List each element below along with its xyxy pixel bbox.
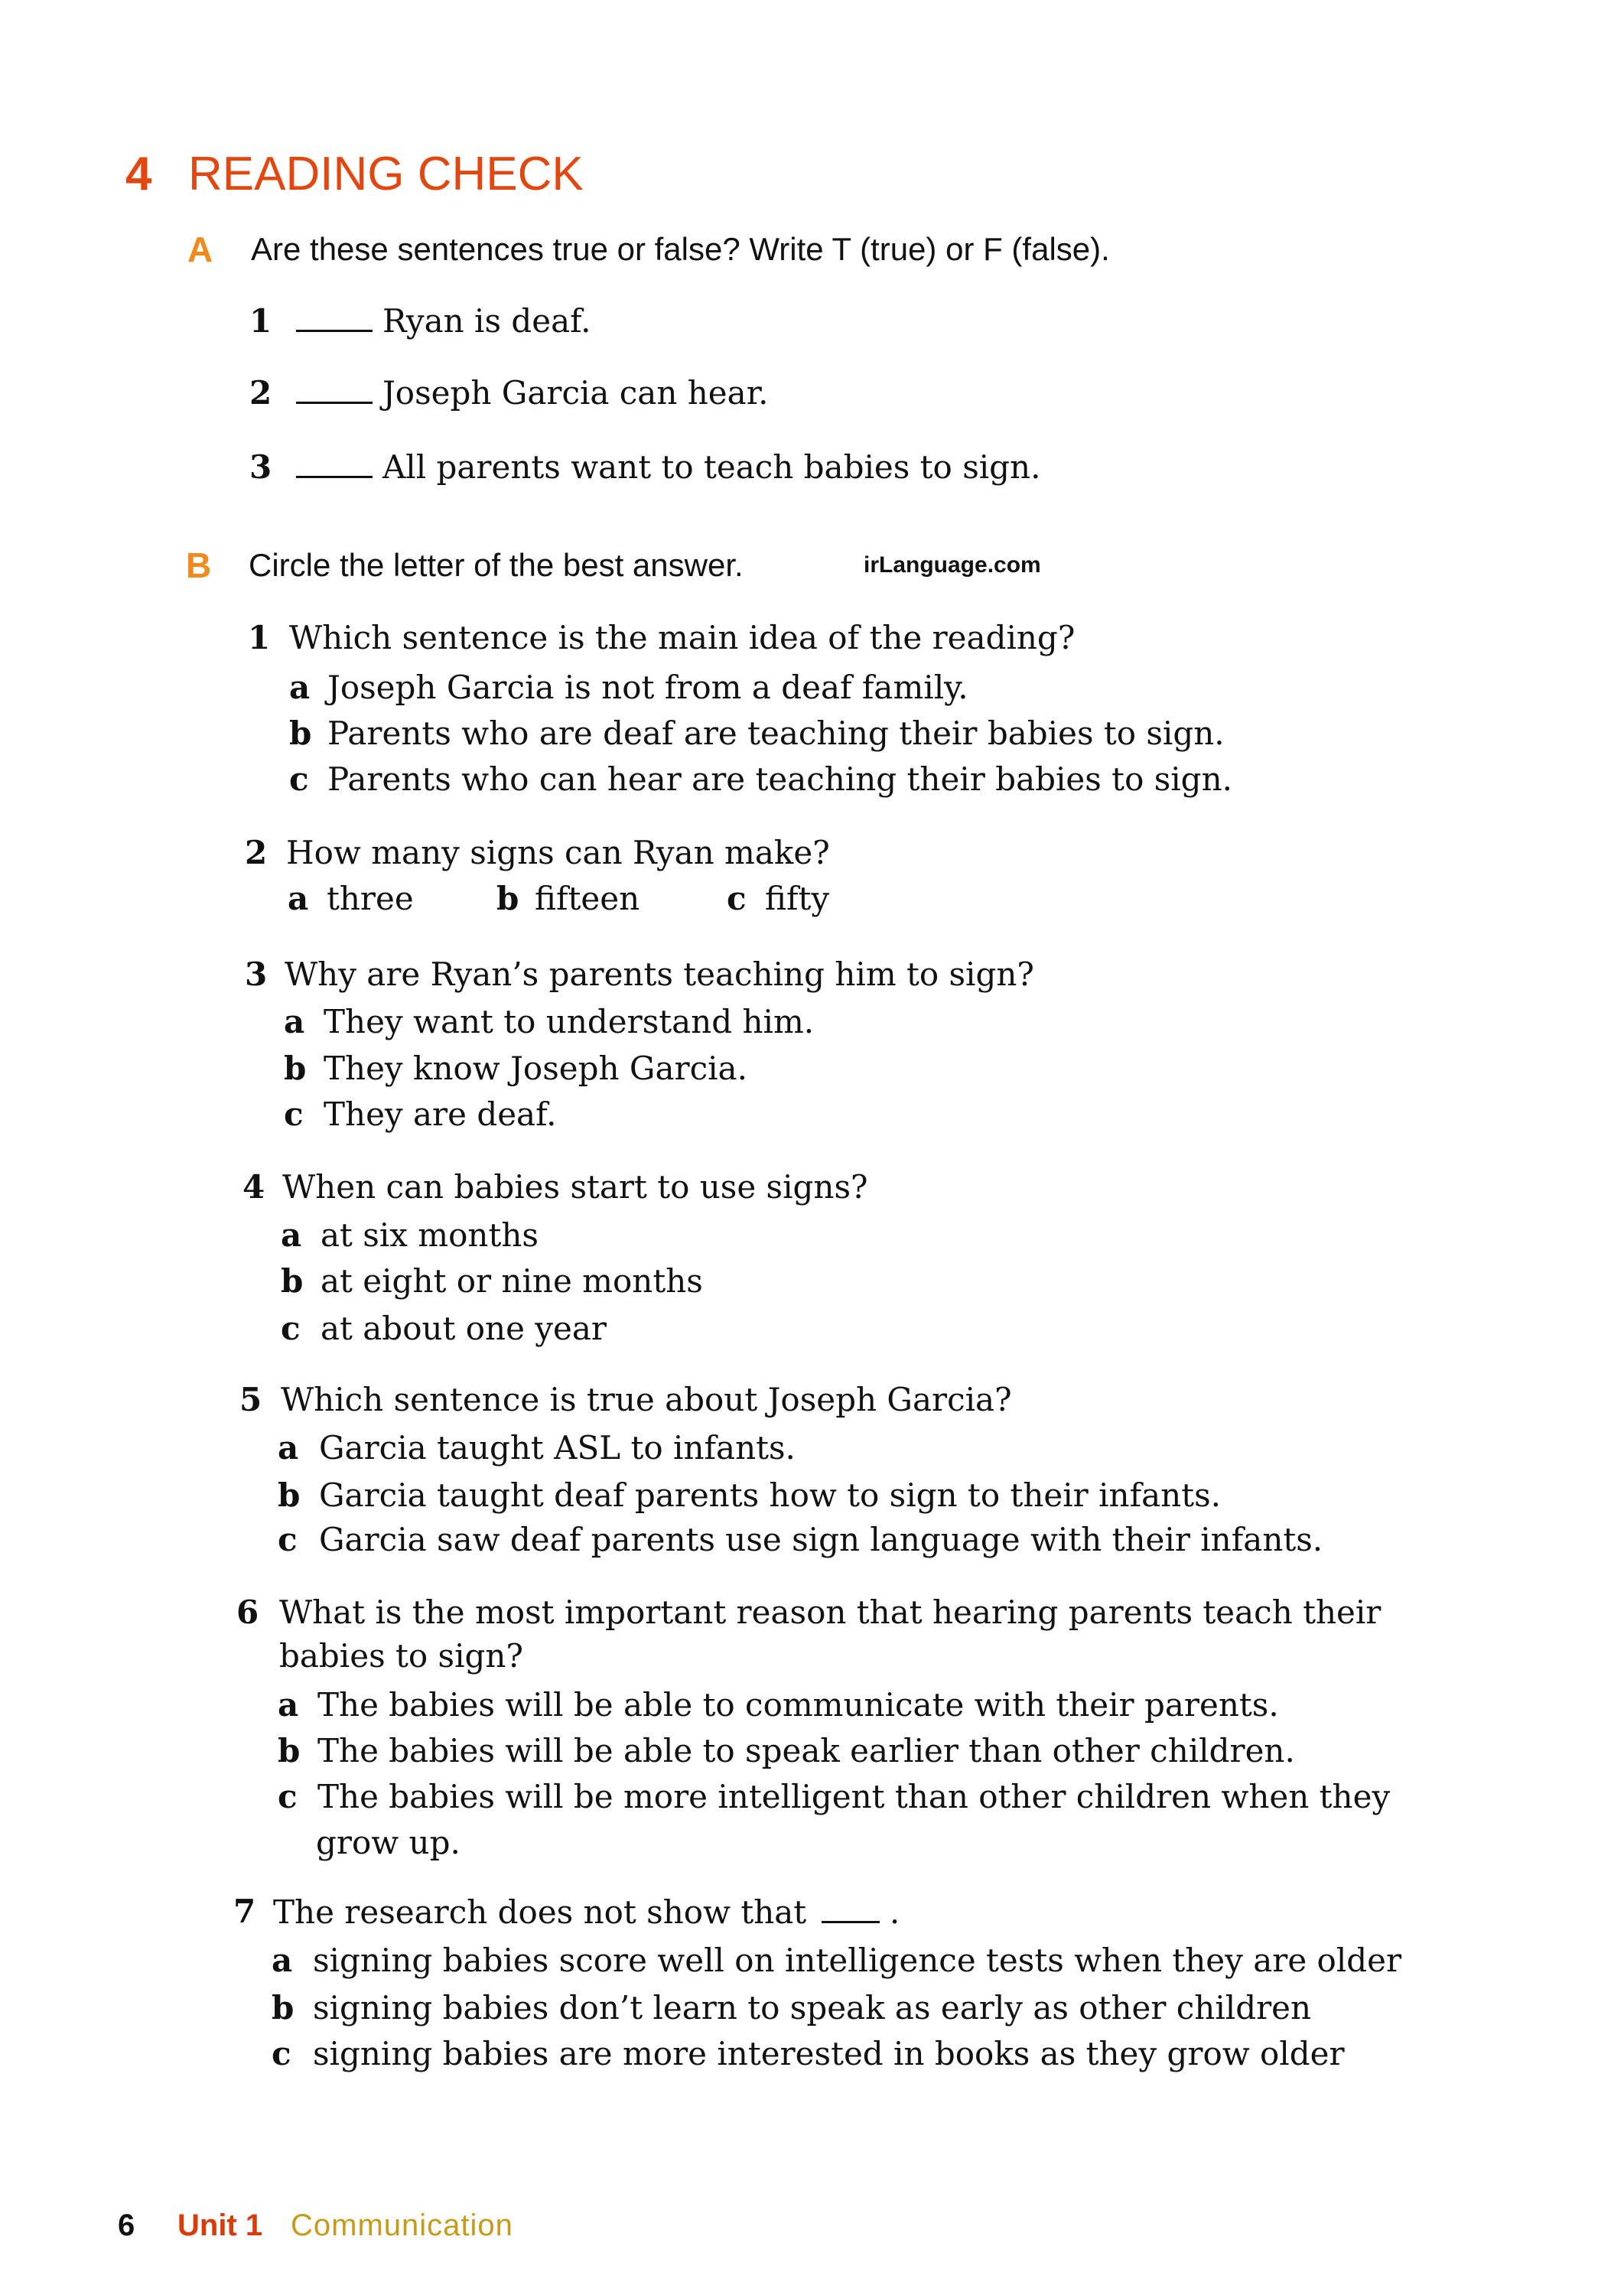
question-number: 4 bbox=[242, 1168, 265, 1206]
question-number: 3 bbox=[245, 955, 268, 993]
option-letter[interactable]: b bbox=[278, 1732, 301, 1769]
part-a-letter: A bbox=[187, 230, 213, 269]
part-b-instruction: Circle the letter of the best answer. bbox=[249, 547, 744, 583]
option-text: signing babies don’t learn to speak as early as other children bbox=[313, 1989, 1312, 2026]
option-text: Parents who can hear are teaching their babies to sign. bbox=[327, 760, 1232, 798]
option-letter[interactable]: c bbox=[281, 1310, 301, 1347]
question-text: The research does not show that bbox=[273, 1893, 807, 1931]
question-text: When can babies start to use signs? bbox=[282, 1168, 868, 1206]
unit-label: Unit 1 bbox=[177, 2209, 263, 2242]
option-letter[interactable]: c bbox=[284, 1095, 304, 1133]
answer-blank bbox=[822, 1890, 880, 1923]
option-text: fifty bbox=[765, 880, 830, 917]
option-text: at six months bbox=[321, 1216, 539, 1254]
question-text: Why are Ryan’s parents teaching him to sign? bbox=[285, 955, 1034, 993]
unit-title: Communication bbox=[291, 2209, 513, 2242]
option-text: fifteen bbox=[535, 880, 640, 917]
option-letter[interactable]: c bbox=[289, 760, 309, 798]
question-number: 6 bbox=[236, 1593, 259, 1631]
option-letter[interactable]: b bbox=[278, 1476, 301, 1514]
part-a-instruction: Are these sentences true or false? Write T (true) or F (false). bbox=[251, 231, 1110, 267]
option-text: They know Joseph Garcia. bbox=[324, 1050, 747, 1087]
option-text: signing babies score well on intelligence tests when they are older bbox=[313, 1942, 1402, 1979]
question-text-continued: babies to sign? bbox=[279, 1637, 523, 1675]
question-number: 5 bbox=[239, 1381, 262, 1418]
question-number: 7 bbox=[233, 1893, 256, 1930]
option-text: at eight or nine months bbox=[321, 1262, 703, 1300]
item-number: 3 bbox=[249, 448, 272, 486]
option-letter[interactable]: a bbox=[272, 1942, 293, 1979]
option-text: three bbox=[327, 880, 414, 917]
answer-blank[interactable] bbox=[296, 445, 373, 478]
option-letter[interactable]: a bbox=[284, 1003, 305, 1040]
item-text: Joseph Garcia can hear. bbox=[382, 374, 769, 412]
option-letter[interactable]: a bbox=[278, 1686, 299, 1724]
question-text-end: . bbox=[889, 1893, 900, 1931]
answer-blank[interactable] bbox=[296, 299, 373, 332]
part-b-letter: B bbox=[186, 545, 212, 585]
option-letter[interactable]: b bbox=[284, 1050, 307, 1087]
option-text: The babies will be able to speak earlier than other children. bbox=[317, 1732, 1295, 1769]
question-text: How many signs can Ryan make? bbox=[286, 834, 830, 871]
tf-item-3 bbox=[249, 445, 1040, 489]
option-letter[interactable]: b bbox=[289, 715, 312, 752]
page-number: 6 bbox=[118, 2209, 135, 2242]
option-letter[interactable]: a bbox=[281, 1216, 302, 1254]
question-text: Which sentence is true about Joseph Garcia? bbox=[281, 1381, 1012, 1418]
option-letter[interactable]: c bbox=[278, 1521, 298, 1558]
question-7-line bbox=[273, 1890, 900, 1934]
option-text: They want to understand him. bbox=[324, 1003, 815, 1040]
option-text: at about one year bbox=[321, 1310, 607, 1347]
item-number: 1 bbox=[249, 302, 272, 340]
option-letter[interactable]: b bbox=[281, 1262, 304, 1300]
section-title: READING CHECK bbox=[188, 148, 584, 200]
item-text: All parents want to teach babies to sign. bbox=[382, 448, 1041, 486]
question-number: 1 bbox=[248, 619, 271, 656]
option-letter[interactable]: a bbox=[278, 1429, 299, 1467]
answer-blank[interactable] bbox=[296, 371, 373, 404]
option-letter[interactable]: b bbox=[496, 880, 519, 917]
option-text: Joseph Garcia is not from a deaf family. bbox=[327, 669, 968, 706]
option-text: Garcia taught deaf parents how to sign to their infants. bbox=[319, 1476, 1221, 1514]
question-text: Which sentence is the main idea of the reading? bbox=[289, 619, 1076, 656]
option-text: signing babies are more interested in books as they grow older bbox=[313, 2035, 1345, 2072]
option-letter[interactable]: b bbox=[272, 1989, 295, 2026]
option-text: Parents who are deaf are teaching their babies to sign. bbox=[327, 715, 1225, 752]
watermark: irLanguage.com bbox=[864, 552, 1041, 578]
option-text-continued: grow up. bbox=[316, 1824, 461, 1861]
option-letter[interactable]: a bbox=[289, 669, 311, 706]
tf-item-2 bbox=[249, 371, 769, 415]
item-number: 2 bbox=[249, 374, 272, 412]
option-letter[interactable]: c bbox=[272, 2035, 291, 2072]
question-text: What is the most important reason that hearing parents teach their bbox=[279, 1593, 1382, 1631]
option-text: The babies will be more intelligent than other children when they bbox=[317, 1778, 1391, 1815]
option-text: Garcia taught ASL to infants. bbox=[319, 1429, 796, 1467]
option-text: Garcia saw deaf parents use sign language with their infants. bbox=[319, 1521, 1323, 1558]
option-text: They are deaf. bbox=[324, 1095, 557, 1133]
question-number: 2 bbox=[245, 834, 268, 871]
section-number: 4 bbox=[125, 148, 152, 200]
option-letter[interactable]: a bbox=[288, 880, 309, 917]
item-text: Ryan is deaf. bbox=[382, 302, 591, 340]
tf-item-1 bbox=[249, 299, 591, 343]
option-letter[interactable]: c bbox=[727, 880, 747, 917]
option-text: The babies will be able to communicate with their parents. bbox=[317, 1686, 1279, 1724]
option-letter[interactable]: c bbox=[278, 1778, 298, 1815]
